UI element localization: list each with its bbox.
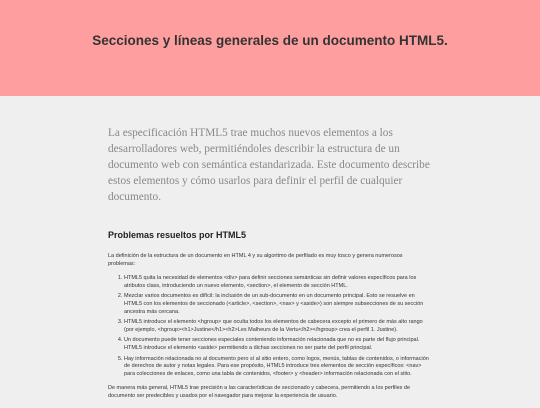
section-paragraph: La definición de la estructura de un documento en HTML 4 y su algoritmo de perfilado es muy tosco y genera numerosos problemas: [108, 253, 403, 267]
problems-list [108, 275, 430, 378]
intro-paragraph: La especificación HTML5 trae muchos nuevos elementos a los desarrolladores web, permitiéndoles describir la estructura de un documento web con semántica estandarizada. Este documento describe estos elementos y cómo usarlos para definir el perfil de cualquier documento. [108, 127, 430, 203]
list-item: 2. Mezclar varios documentos es difícil: la inclusión de un sub-documento en un documento principal. Esto se resuelve en HTML5 con los elementos de seccionado (<article>, <section>, <nav> y <aside>) son siempre subsecciones de su sección ancestra más cercana. [124, 293, 430, 316]
list-item: 1. HTML5 quita la necesidad de elementos <div> para definir secciones semánticas sin definir valores específicos para los atributos class, introduciendo un nuevo elemento, <section>, el elemento de sección HTML. [124, 275, 430, 290]
list-item: 3. HTML5 introduce el elemento <hgroup> que oculta todos los elementos de cabecera excepto el primero de más alto rango (por ejemplo, <hgroup><h1>Justine</h1><h2>Les Malheurs de la Vertu</h2></hgroup> crea el perfil 1. Justine). [124, 319, 430, 334]
closing-paragraph: De manera más general, HTML5 trae precisión a las características de seccionado y cabecera, permitiendo a los perfiles de documento ser predecibles y usados por el navegador para mejorar la experiencia de usuario. [108, 385, 411, 399]
page-title: Secciones y líneas generales de un documento HTML5. [92, 33, 448, 48]
section-heading: Problemas resueltos por HTML5 [108, 230, 247, 240]
list-item: 5. Hay información relacionada no al documento pero sí al sitio entero, como logos, menús, tablas de contenidos, o información de derechos de autor y notas legales. Para ese propósito, HTML5 introduce tres elementos de sección específicos: <nav> para colecciones de enlaces, como una tabla de contenidos, <footer> y <header> información relacionada con el sitio. [124, 356, 430, 379]
list-item: 4. Un documento puede tener secciones especiales conteniendo información relacionada que no es parte del flujo principal. HTML5 introduce el elemento <aside> permitiendo a dichas secciones no ser parte del perfil principal. [124, 337, 430, 352]
header-banner [0, 0, 540, 96]
main-content [108, 125, 430, 408]
